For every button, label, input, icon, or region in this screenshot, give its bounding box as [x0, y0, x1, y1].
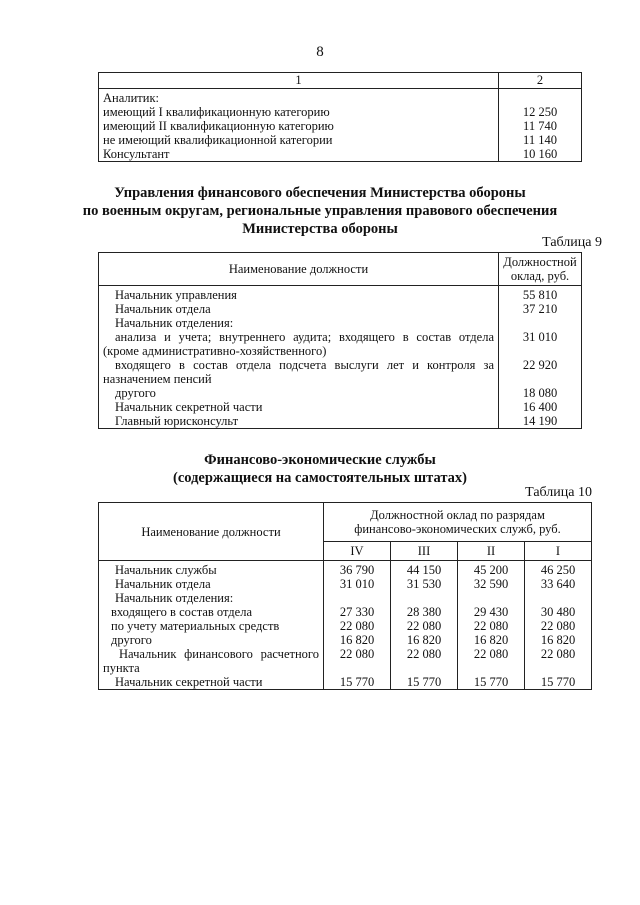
row-label: Начальник отделения: — [99, 591, 324, 605]
table-row — [99, 330, 582, 358]
row-value: 31 010 — [324, 577, 391, 591]
continuation-table — [98, 72, 582, 162]
row-label: Начальник секретной части — [99, 675, 324, 690]
header-salary — [499, 253, 582, 286]
table-row — [99, 647, 592, 675]
header-salary-group — [324, 503, 592, 542]
row-value: 22 080 — [324, 647, 391, 675]
row-value: 16 400 — [499, 400, 582, 414]
table-row — [99, 286, 582, 303]
heading-line: Управления финансового обеспечения Министерства обороны — [114, 185, 526, 201]
row-label: имеющий I квалификационную категорию — [99, 105, 499, 119]
header-salary-line: оклад, руб. — [510, 269, 570, 283]
row-label: Начальник отдела — [99, 577, 324, 591]
row-value: 29 430 — [458, 605, 525, 619]
section-10-heading — [0, 451, 640, 487]
grade-header: IV — [324, 542, 391, 561]
row-value: 36 790 — [324, 561, 391, 578]
row-value: 14 190 — [499, 414, 582, 429]
row-label-line: анализа и учета; внутреннего аудита; входящего в состав отдела — [115, 330, 494, 344]
row-value — [499, 89, 582, 106]
row-value: 28 380 — [391, 605, 458, 619]
row-label-line: Начальник финансового расчетного — [119, 647, 319, 661]
section-9-heading — [0, 184, 640, 238]
row-value: 22 080 — [525, 647, 592, 675]
row-label-line: назначением пенсий — [103, 372, 212, 386]
row-label-line: пункта — [103, 661, 140, 675]
table-row — [99, 675, 592, 690]
grade-header: III — [391, 542, 458, 561]
row-label-line: входящего в состав отдела подсчета выслуги лет и контроля за — [115, 358, 494, 372]
row-value: 22 080 — [458, 647, 525, 675]
table-row — [99, 89, 582, 106]
row-value: 11 740 — [499, 119, 582, 133]
heading-line: Министерства обороны — [242, 221, 398, 237]
table-10-label: Таблица 10 — [525, 485, 592, 500]
row-label: входящего в состав отдела — [99, 605, 324, 619]
table-row — [99, 561, 592, 578]
row-value: 30 480 — [525, 605, 592, 619]
column-number-2: 2 — [499, 73, 582, 89]
row-value: 32 590 — [458, 577, 525, 591]
row-value: 31 530 — [391, 577, 458, 591]
table-10 — [98, 502, 592, 690]
row-value: 37 210 — [499, 302, 582, 316]
table-9 — [98, 252, 582, 429]
table-row — [99, 400, 582, 414]
header-group-line: Должностной оклад по разрядам — [370, 508, 545, 522]
table-row — [99, 316, 582, 330]
row-value: 16 820 — [391, 633, 458, 647]
row-value: 22 080 — [324, 619, 391, 633]
table-row — [99, 633, 592, 647]
header-salary-line: Должностной — [503, 255, 577, 269]
table-row — [99, 358, 582, 386]
row-value: 22 920 — [499, 358, 582, 386]
table-row — [99, 414, 582, 429]
row-label: Консультант — [99, 147, 499, 162]
header-position-name: Наименование должности — [99, 503, 324, 561]
row-value: 22 080 — [458, 619, 525, 633]
table-row — [99, 302, 582, 316]
row-value: 33 640 — [525, 577, 592, 591]
row-value — [525, 591, 592, 605]
row-label: имеющий II квалификационную категорию — [99, 119, 499, 133]
row-value: 31 010 — [499, 330, 582, 358]
header-position-name: Наименование должности — [99, 253, 499, 286]
row-value: 11 140 — [499, 133, 582, 147]
row-value: 18 080 — [499, 386, 582, 400]
row-value: 15 770 — [458, 675, 525, 690]
column-number-1: 1 — [99, 73, 499, 89]
row-value: 16 820 — [525, 633, 592, 647]
heading-line: по военным округам, региональные управления правового обеспечения — [82, 203, 558, 219]
header-group-line: финансово-экономических служб, руб. — [354, 522, 561, 536]
row-value: 44 150 — [391, 561, 458, 578]
row-value: 16 820 — [458, 633, 525, 647]
grade-header: II — [458, 542, 525, 561]
row-label: Начальник управления — [99, 286, 499, 303]
table-row — [99, 577, 592, 591]
row-label: Начальник службы — [99, 561, 324, 578]
row-value — [499, 316, 582, 330]
row-label: не имеющий квалификационной категории — [99, 133, 499, 147]
row-label: Начальник секретной части — [99, 400, 499, 414]
row-value — [458, 591, 525, 605]
row-label: другого — [99, 633, 324, 647]
row-value: 10 160 — [499, 147, 582, 162]
table-row — [99, 591, 592, 605]
row-label: Начальник отдела — [99, 302, 499, 316]
row-value: 55 810 — [499, 286, 582, 303]
row-value: 22 080 — [391, 647, 458, 675]
row-label: по учету материальных средств — [99, 619, 324, 633]
row-label — [99, 358, 499, 386]
row-value: 27 330 — [324, 605, 391, 619]
row-label-line: (кроме административно-хозяйственного) — [103, 344, 327, 358]
heading-line: (содержащиеся на самостоятельных штатах) — [173, 470, 467, 486]
row-value: 15 770 — [525, 675, 592, 690]
grade-header: I — [525, 542, 592, 561]
table-row — [99, 147, 582, 162]
row-value: 45 200 — [458, 561, 525, 578]
table-row — [99, 619, 592, 633]
page-number: 8 — [316, 44, 324, 60]
row-label — [99, 647, 324, 675]
row-label: другого — [99, 386, 499, 400]
table-row — [99, 605, 592, 619]
table-row — [99, 105, 582, 119]
row-value: 15 770 — [324, 675, 391, 690]
table-row — [99, 386, 582, 400]
row-label: Аналитик: — [99, 89, 499, 106]
table-9-label: Таблица 9 — [542, 235, 602, 250]
row-label: Главный юрисконсульт — [99, 414, 499, 429]
row-value: 12 250 — [499, 105, 582, 119]
table-row — [99, 119, 582, 133]
row-value: 16 820 — [324, 633, 391, 647]
row-label — [99, 330, 499, 358]
row-value: 22 080 — [391, 619, 458, 633]
row-value: 15 770 — [391, 675, 458, 690]
row-value: 46 250 — [525, 561, 592, 578]
row-value — [391, 591, 458, 605]
table-row — [99, 133, 582, 147]
row-label: Начальник отделения: — [99, 316, 499, 330]
heading-line: Финансово-экономические службы — [204, 452, 436, 468]
row-value — [324, 591, 391, 605]
row-value: 22 080 — [525, 619, 592, 633]
